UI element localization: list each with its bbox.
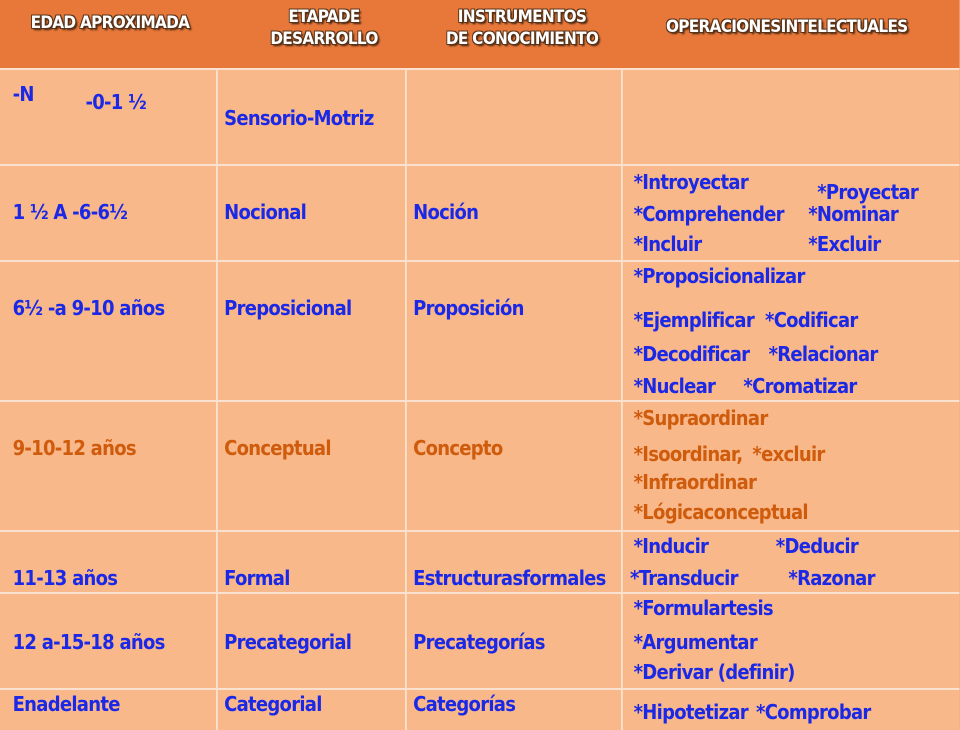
operation-item: *Ejemplificar (633, 308, 755, 332)
age-cell: 1 ½ A -6-6½ (12, 200, 128, 224)
instrument-cell: Concepto (413, 436, 503, 460)
operation-item: *Excluir (808, 232, 881, 256)
operation-item: *Isoordinar, (633, 442, 743, 466)
operation-item: *Hipotetizar (633, 700, 748, 724)
age-cell: 12 a-15-18 años (12, 630, 165, 654)
stage-cell: Sensorio-Motriz (224, 106, 374, 130)
instrument-cell: Categorías (413, 692, 516, 716)
operation-item: *Formulartesis (633, 596, 773, 620)
header-stage (252, 6, 396, 50)
operation-item: *Proyectar (817, 180, 919, 204)
operation-item: *Incluir (633, 232, 702, 256)
table-row (0, 688, 959, 730)
stage-cell: Preposicional (224, 296, 352, 320)
header-operations: OPERACIONESINTELECTUALES (666, 17, 908, 37)
age-cell: 6½ -a 9-10 años (12, 296, 165, 320)
operation-item: *Inducir (633, 534, 709, 558)
operation-item: *Introyectar (633, 170, 748, 194)
header-stage-line1: ETAPADE (288, 7, 360, 27)
operation-item: *Decodificar (633, 342, 750, 366)
table-row (0, 164, 959, 262)
header-instruments (432, 6, 612, 50)
age-cell: Enadelante (12, 692, 120, 716)
stage-cell: Precategorial (224, 630, 352, 654)
operation-item: *Supraordinar (633, 406, 768, 430)
operation-item: *Relacionar (768, 342, 878, 366)
operation-item: *Transducir (630, 566, 738, 590)
header-row (0, 0, 959, 68)
header-instruments-line1: INSTRUMENTOS (457, 7, 587, 27)
instrument-cell: Noción (413, 200, 479, 224)
header-age: EDAD APROXIMADA (30, 13, 190, 33)
operation-item: *Razonar (788, 566, 875, 590)
stage-cell: Conceptual (224, 436, 331, 460)
instrument-cell: Estructurasformales (413, 566, 606, 590)
instrument-cell: Precategorías (413, 630, 545, 654)
operation-item: *excluir (752, 442, 825, 466)
operation-item: *Comprehender (633, 202, 784, 226)
operation-item: *Cromatizar (743, 374, 857, 398)
operation-item: *Comprobar (756, 700, 871, 724)
operation-item: *Derivar (definir) (633, 660, 795, 684)
instrument-cell: Proposición (413, 296, 524, 320)
header-stage-line2: DESARROLLO (270, 29, 378, 49)
operation-item: *Lógicaconceptual (633, 500, 808, 524)
operation-item: *Nuclear (633, 374, 716, 398)
operation-item: *Deducir (775, 534, 859, 558)
operation-item: *Argumentar (633, 630, 758, 654)
stage-cell: Categorial (224, 692, 322, 716)
stage-cell: Formal (224, 566, 290, 590)
operation-item: *Infraordinar (633, 470, 757, 494)
table-row (0, 592, 959, 690)
age-cell: 11-13 años (12, 566, 118, 590)
age-cell: -0-1 ½ (85, 90, 147, 114)
age-cell: 9-10-12 años (12, 436, 136, 460)
operation-item: *Codificar (765, 308, 858, 332)
operation-item: *Nominar (808, 202, 899, 226)
table-row (0, 530, 959, 594)
table-row (0, 68, 959, 166)
header-instruments-line2: DE CONOCIMIENTO (445, 29, 599, 49)
age-cell: -N (12, 82, 34, 106)
stage-cell: Nocional (224, 200, 307, 224)
operation-item: *Proposicionalizar (633, 264, 805, 288)
table-row (0, 400, 959, 532)
table-row (0, 260, 959, 402)
